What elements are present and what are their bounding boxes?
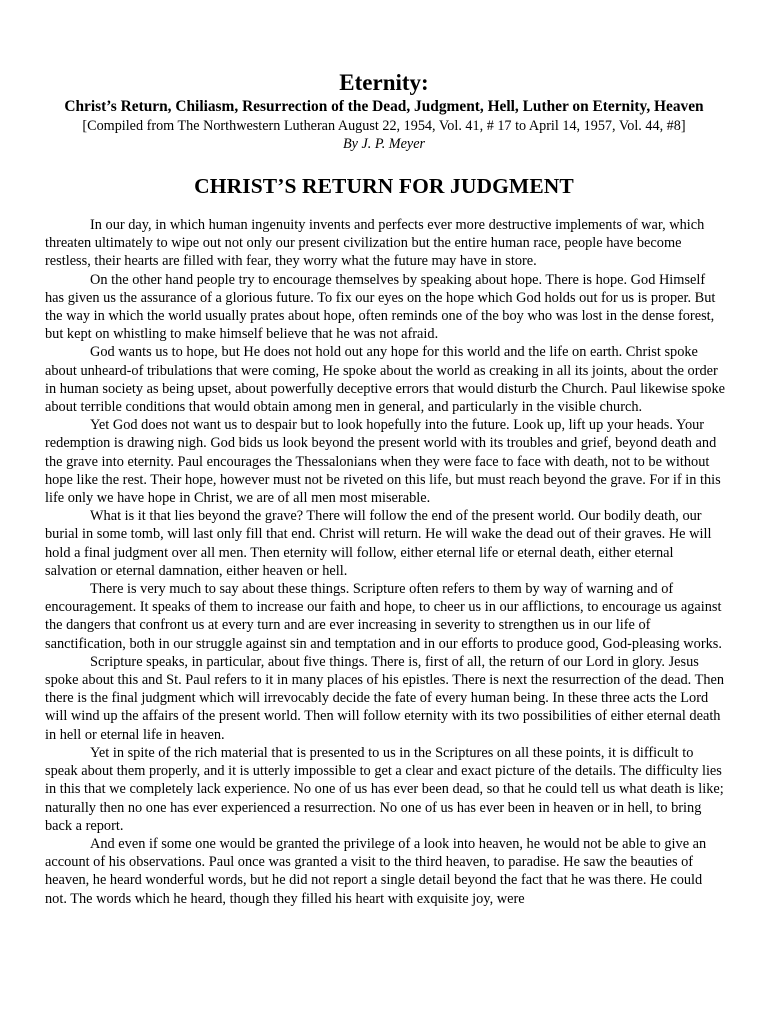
paragraph: In our day, in which human ingenuity invents and perfects ever more destructive implements of war, which threaten ultimately to wipe out not only our present civilization but the entire human race, people have become restless, their hearts are filled with fear, they worry what the future may have in store. [45, 217, 705, 270]
paragraph: On the other hand people try to encourage themselves by speaking about hope. There is hope. God Himself has given us the assurance of a glorious future. To fix our eyes on the hope which God holds out for us is proper. But the way in which the world usually prates about hope, often reminds one of the boy who was lost in the dense forest, but kept on whistling to make himself believe that he was not afraid. [45, 271, 716, 343]
compilation-note: [Compiled from The Northwestern Lutheran August 22, 1954, Vol. 41, # 17 to April 14, 1957, Vol. 44, #8] [82, 118, 686, 134]
body-text [45, 216, 727, 908]
paragraph: Yet in spite of the rich material that is presented to us in the Scriptures on all these points, it is difficult to speak about them properly, and it is utterly impossible to get a clear and exact picture of the details. The difficulty lies in this that we completely lack experience. No one of us has ever been dead, so that he could tell us what death is like; naturally then no one has ever experienced a resurrection. No one of us has ever been in heaven or in hell, to bring back a report. [45, 744, 724, 834]
paragraph: God wants us to hope, but He does not hold out any hope for this world and the life on earth. Christ spoke about unheard-of tribulations that were coming, He spoke about the world as creaking in all its joints, about the order in human society as being upset, about powerfully deceptive errors that would disturb the Church. Paul likewise spoke about terrible conditions that would obtain among men in general, and particularly in the visible church. [45, 344, 725, 416]
paragraph: There is very much to say about these things. Scripture often refers to them by way of warning and of encouragement. It speaks of them to increase our faith and hope, to cheer us in our afflictions, to encourage us against the dangers that confront us at every turn and are ever increasing in severity to strengthen us in our life of sanctification, both in our struggle against sin and temptation and in our efforts to produce good, God-pleasing works. [45, 581, 722, 652]
document-subtitle: Christ’s Return, Chiliasm, Resurrection of the Dead, Judgment, Hell, Luther on Eternity, Heaven [64, 98, 704, 115]
author-byline: By J. P. Meyer [342, 136, 426, 152]
paragraph: Yet God does not want us to despair but to look hopefully into the future. Look up, lift up your heads. Your redemption is drawing nigh. God bids us look beyond the present world with its troubles and grief, beyond death and the grave into eternity. Paul encourages the Thessalonians when they were face to face with death, not to be without hope like the rest. Their hope, however must not be riveted on this life, but must reach beyond the grave. For if in this life only we have hope in Christ, we are of all men most miserable. [45, 417, 721, 507]
paragraph: And even if some one would be granted the privilege of a look into heaven, he would not be able to give an account of his observations. Paul once was granted a visit to the third heaven, to paradise. He saw the beauties of heaven, he heard wonderful words, but he did not report a single detail beyond the fact that he was there. He could not. The words which he heard, though they filled his heart with exquisite joy, were [45, 835, 707, 907]
section-heading: CHRIST’S RETURN FOR JUDGMENT [194, 174, 574, 198]
paragraph: What is it that lies beyond the grave? There will follow the end of the present world. Our bodily death, our burial in some tomb, will last only fill that end. Christ will return. He will wake the dead out of their graves. He will hold a final judgment over all men. Then eternity will follow, either eternal life or eternal death, either eternal salvation or eternal damnation, either heaven or hell. [45, 508, 712, 579]
paragraph: Scripture speaks, in particular, about five things. There is, first of all, the return of our Lord in glory. Jesus spoke about this and St. Paul refers to it in many places of his epistles. There is next the resurrection of the dead. Then there is the final judgment which will irrevocably decide the fate of every human being. In these three acts the Lord will wind up the affairs of the present world. Then will follow eternity with its two possibilities of either eternal death in hell or eternal life in heaven. [45, 653, 725, 743]
document-title: Eternity: [339, 70, 429, 95]
